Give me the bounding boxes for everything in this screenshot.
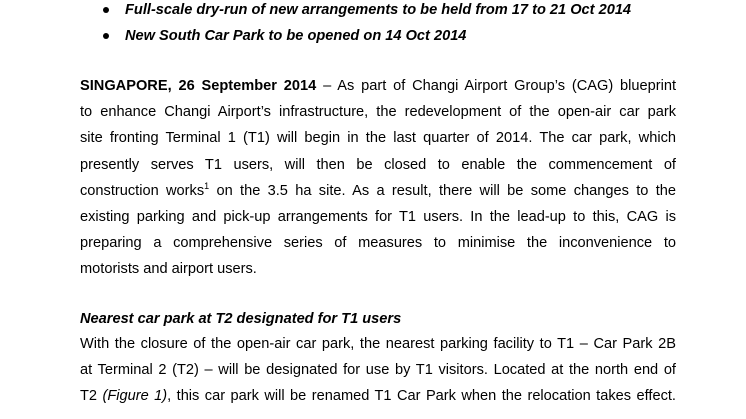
paragraph-line: preparing a comprehensive series of measures to minimise the inconvenience to — [80, 235, 676, 252]
paragraph-line: at Terminal 2 (T2) – will be designated for use by T1 visitors. Located at the north end of — [80, 362, 676, 379]
paragraph-line: existing parking and pick-up arrangements for T1 users. In the lead-up to this, CAG is — [80, 208, 676, 225]
paragraph-line: T2 (Figure 1), this car park will be renamed T1 Car Park when the relocation takes effect. — [80, 388, 676, 405]
paragraph-line: presently serves T1 users, will then be closed to enable the commencement of — [80, 156, 676, 173]
figure-reference: (Figure 1) — [102, 388, 168, 405]
section-paragraph — [80, 331, 676, 410]
bullet-icon — [103, 33, 109, 39]
paragraph-line: motorists and airport users. — [80, 261, 257, 278]
bullet-icon — [103, 7, 109, 13]
footnote-marker: 1 — [204, 180, 210, 191]
dateline: SINGAPORE, 26 September 2014 — [80, 78, 317, 94]
highlight-text: New South Car Park to be opened on 14 Oct 2014 — [125, 28, 467, 44]
paragraph-line: construction works$^1$ on the 3.5 ha site. As a result, there will be some changes to the — [80, 180, 676, 199]
paragraph-line: With the closure of the open-air car park, the nearest parking facility to T1 – Car Park 2B — [80, 336, 676, 352]
highlight-text: Full-scale dry-run of new arrangements to be held from 17 to 21 Oct 2014 — [125, 2, 632, 18]
paragraph-line: site fronting Terminal 1 (T1) will begin in the last quarter of 2014. The car park, which — [80, 130, 676, 147]
paragraph-line: SINGAPORE, 26 September 2014 – As part of Changi Airport Group’s (CAG) blueprint — [80, 78, 676, 94]
paragraph-line: to enhance Changi Airport’s infrastructure, the redevelopment of the open-air car park — [80, 104, 676, 121]
section-heading: Nearest car park at T2 designated for T1 users — [80, 311, 402, 327]
intro-paragraph — [80, 73, 676, 283]
